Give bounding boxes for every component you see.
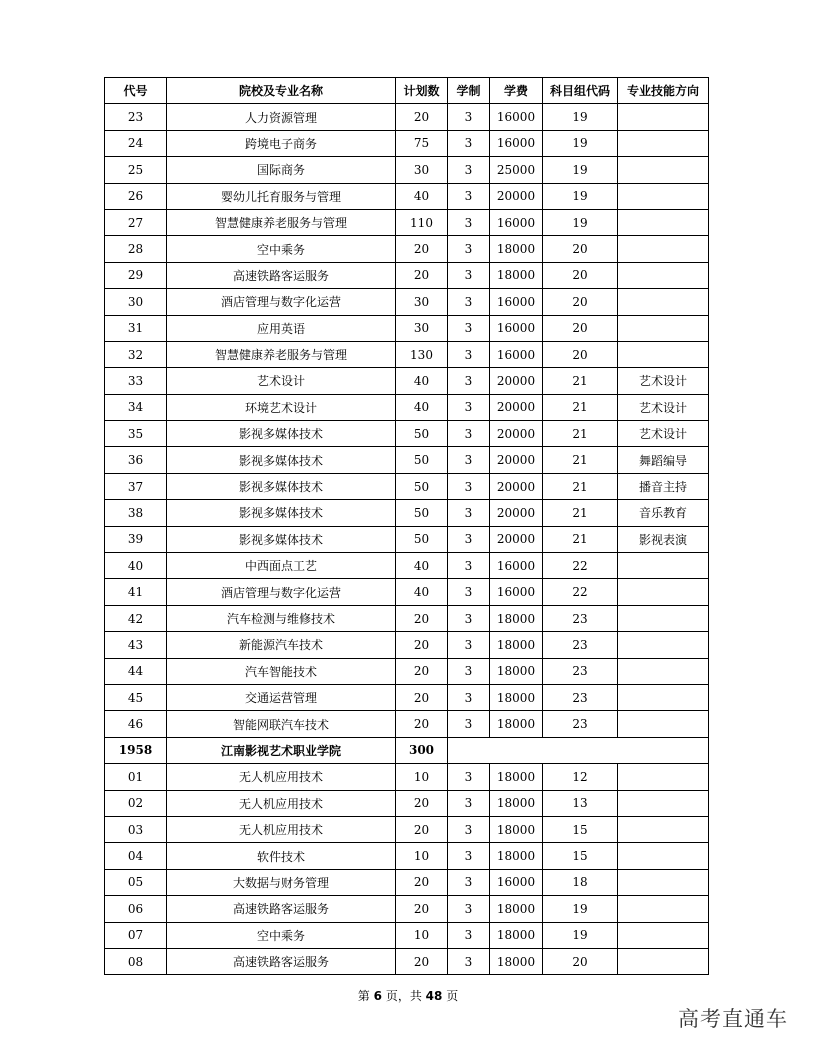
- cell-name: 高速铁路客运服务: [167, 262, 396, 288]
- cell-skill-direction: 舞蹈编导: [618, 447, 709, 473]
- cell-code: 01: [105, 764, 167, 790]
- cell-plan: 50: [396, 526, 448, 552]
- cell-code: 27: [105, 209, 167, 235]
- cell-skill-direction: [618, 183, 709, 209]
- cell-code: 24: [105, 130, 167, 156]
- table-row: [105, 421, 709, 447]
- cell-plan: 50: [396, 473, 448, 499]
- cell-plan: 110: [396, 209, 448, 235]
- cell-plan: 40: [396, 394, 448, 420]
- school-row-blank: [448, 737, 709, 763]
- table-row: [105, 473, 709, 499]
- cell-skill-direction: [618, 790, 709, 816]
- cell-tuition: 18000: [490, 658, 543, 684]
- cell-duration: 3: [448, 843, 490, 869]
- cell-plan: 40: [396, 579, 448, 605]
- cell-subject-group: 15: [543, 816, 618, 842]
- cell-code: 41: [105, 579, 167, 605]
- cell-tuition: 18000: [490, 605, 543, 631]
- cell-duration: 3: [448, 711, 490, 737]
- cell-code: 07: [105, 922, 167, 948]
- cell-duration: 3: [448, 605, 490, 631]
- cell-duration: 3: [448, 526, 490, 552]
- cell-code: 03: [105, 816, 167, 842]
- cell-duration: 3: [448, 896, 490, 922]
- cell-skill-direction: 艺术设计: [618, 394, 709, 420]
- cell-duration: 3: [448, 341, 490, 367]
- cell-name: 影视多媒体技术: [167, 447, 396, 473]
- table-row: [105, 896, 709, 922]
- cell-name: 酒店管理与数字化运营: [167, 579, 396, 605]
- cell-name: 智能网联汽车技术: [167, 711, 396, 737]
- cell-plan: 40: [396, 368, 448, 394]
- cell-tuition: 16000: [490, 209, 543, 235]
- header-skill-direction: 专业技能方向: [618, 78, 709, 104]
- cell-subject-group: 20: [543, 948, 618, 974]
- cell-plan: 10: [396, 764, 448, 790]
- cell-subject-group: 23: [543, 632, 618, 658]
- cell-plan: 20: [396, 711, 448, 737]
- cell-subject-group: 20: [543, 315, 618, 341]
- cell-skill-direction: [618, 605, 709, 631]
- cell-tuition: 18000: [490, 790, 543, 816]
- cell-skill-direction: 影视表演: [618, 526, 709, 552]
- cell-skill-direction: [618, 632, 709, 658]
- table-row: [105, 553, 709, 579]
- cell-skill-direction: 艺术设计: [618, 368, 709, 394]
- table-row: [105, 922, 709, 948]
- cell-subject-group: 20: [543, 341, 618, 367]
- cell-subject-group: 19: [543, 183, 618, 209]
- table-row: [105, 526, 709, 552]
- school-row: [105, 737, 709, 763]
- table-row: [105, 658, 709, 684]
- cell-tuition: 18000: [490, 843, 543, 869]
- footer-middle: 页，共: [385, 989, 422, 1003]
- cell-tuition: 18000: [490, 684, 543, 710]
- table-row: [105, 289, 709, 315]
- cell-tuition: 20000: [490, 500, 543, 526]
- cell-subject-group: 21: [543, 368, 618, 394]
- cell-code: 40: [105, 553, 167, 579]
- table-row: [105, 843, 709, 869]
- header-plan: 计划数: [396, 78, 448, 104]
- cell-code: 44: [105, 658, 167, 684]
- cell-code: 31: [105, 315, 167, 341]
- cell-duration: 3: [448, 922, 490, 948]
- cell-tuition: 16000: [490, 315, 543, 341]
- cell-duration: 3: [448, 500, 490, 526]
- admission-plan-table: [104, 77, 709, 975]
- cell-duration: 3: [448, 764, 490, 790]
- cell-plan: 20: [396, 104, 448, 130]
- table-row: [105, 209, 709, 235]
- cell-skill-direction: [618, 236, 709, 262]
- cell-skill-direction: [618, 922, 709, 948]
- cell-code: 04: [105, 843, 167, 869]
- cell-subject-group: 21: [543, 421, 618, 447]
- cell-name: 空中乘务: [167, 236, 396, 262]
- cell-code: 42: [105, 605, 167, 631]
- cell-subject-group: 19: [543, 104, 618, 130]
- table-row: [105, 684, 709, 710]
- cell-code: 26: [105, 183, 167, 209]
- cell-tuition: 18000: [490, 896, 543, 922]
- table-row: [105, 948, 709, 974]
- table-row: [105, 500, 709, 526]
- cell-skill-direction: 音乐教育: [618, 500, 709, 526]
- school-code: 1958: [105, 737, 167, 763]
- footer-suffix: 页: [446, 989, 459, 1003]
- cell-duration: 3: [448, 658, 490, 684]
- cell-duration: 3: [448, 209, 490, 235]
- cell-skill-direction: [618, 262, 709, 288]
- cell-code: 05: [105, 869, 167, 895]
- cell-name: 智慧健康养老服务与管理: [167, 209, 396, 235]
- cell-code: 08: [105, 948, 167, 974]
- cell-subject-group: 21: [543, 500, 618, 526]
- cell-duration: 3: [448, 447, 490, 473]
- table-row: [105, 764, 709, 790]
- cell-plan: 130: [396, 341, 448, 367]
- table-row: [105, 157, 709, 183]
- cell-tuition: 18000: [490, 236, 543, 262]
- cell-plan: 50: [396, 447, 448, 473]
- cell-subject-group: 21: [543, 526, 618, 552]
- cell-duration: 3: [448, 104, 490, 130]
- cell-plan: 20: [396, 684, 448, 710]
- header-duration: 学制: [448, 78, 490, 104]
- cell-code: 36: [105, 447, 167, 473]
- cell-code: 25: [105, 157, 167, 183]
- cell-subject-group: 12: [543, 764, 618, 790]
- cell-tuition: 18000: [490, 711, 543, 737]
- cell-name: 汽车检测与维修技术: [167, 605, 396, 631]
- cell-tuition: 18000: [490, 764, 543, 790]
- cell-tuition: 16000: [490, 104, 543, 130]
- table-row: [105, 183, 709, 209]
- cell-subject-group: 21: [543, 447, 618, 473]
- cell-subject-group: 13: [543, 790, 618, 816]
- cell-plan: 40: [396, 553, 448, 579]
- cell-code: 06: [105, 896, 167, 922]
- cell-name: 国际商务: [167, 157, 396, 183]
- cell-tuition: 20000: [490, 421, 543, 447]
- table-row: [105, 104, 709, 130]
- header-subject-group: 科目组代码: [543, 78, 618, 104]
- cell-code: 30: [105, 289, 167, 315]
- cell-tuition: 18000: [490, 632, 543, 658]
- cell-name: 酒店管理与数字化运营: [167, 289, 396, 315]
- cell-subject-group: 22: [543, 553, 618, 579]
- cell-skill-direction: [618, 816, 709, 842]
- cell-duration: 3: [448, 869, 490, 895]
- cell-plan: 20: [396, 262, 448, 288]
- cell-skill-direction: [618, 157, 709, 183]
- cell-tuition: 20000: [490, 447, 543, 473]
- cell-duration: 3: [448, 632, 490, 658]
- cell-duration: 3: [448, 289, 490, 315]
- cell-tuition: 20000: [490, 394, 543, 420]
- cell-subject-group: 23: [543, 711, 618, 737]
- school-name: 江南影视艺术职业学院: [167, 737, 396, 763]
- cell-code: 29: [105, 262, 167, 288]
- cell-plan: 20: [396, 236, 448, 262]
- table-row: [105, 711, 709, 737]
- cell-code: 37: [105, 473, 167, 499]
- cell-duration: 3: [448, 579, 490, 605]
- cell-subject-group: 20: [543, 289, 618, 315]
- cell-tuition: 18000: [490, 948, 543, 974]
- cell-code: 02: [105, 790, 167, 816]
- cell-name: 空中乘务: [167, 922, 396, 948]
- cell-skill-direction: [618, 948, 709, 974]
- cell-subject-group: 19: [543, 896, 618, 922]
- cell-tuition: 20000: [490, 368, 543, 394]
- cell-skill-direction: [618, 869, 709, 895]
- cell-plan: 30: [396, 289, 448, 315]
- cell-subject-group: 19: [543, 130, 618, 156]
- cell-tuition: 16000: [490, 130, 543, 156]
- table-row: [105, 605, 709, 631]
- table-row: [105, 394, 709, 420]
- cell-duration: 3: [448, 157, 490, 183]
- cell-plan: 20: [396, 790, 448, 816]
- cell-skill-direction: [618, 764, 709, 790]
- cell-plan: 75: [396, 130, 448, 156]
- cell-name: 大数据与财务管理: [167, 869, 396, 895]
- cell-skill-direction: [618, 843, 709, 869]
- cell-plan: 20: [396, 896, 448, 922]
- cell-name: 影视多媒体技术: [167, 500, 396, 526]
- cell-skill-direction: 艺术设计: [618, 421, 709, 447]
- cell-tuition: 16000: [490, 579, 543, 605]
- cell-code: 23: [105, 104, 167, 130]
- cell-duration: 3: [448, 315, 490, 341]
- cell-subject-group: 19: [543, 157, 618, 183]
- cell-skill-direction: [618, 104, 709, 130]
- cell-skill-direction: [618, 553, 709, 579]
- cell-subject-group: 21: [543, 473, 618, 499]
- table-row: [105, 447, 709, 473]
- table-row: [105, 632, 709, 658]
- watermark: 高考直通车: [678, 1007, 788, 1031]
- cell-skill-direction: [618, 315, 709, 341]
- cell-subject-group: 23: [543, 605, 618, 631]
- cell-name: 交通运营管理: [167, 684, 396, 710]
- cell-duration: 3: [448, 236, 490, 262]
- cell-skill-direction: [618, 658, 709, 684]
- cell-code: 43: [105, 632, 167, 658]
- cell-name: 艺术设计: [167, 368, 396, 394]
- cell-skill-direction: [618, 209, 709, 235]
- cell-plan: 40: [396, 183, 448, 209]
- cell-name: 汽车智能技术: [167, 658, 396, 684]
- cell-plan: 30: [396, 157, 448, 183]
- cell-code: 45: [105, 684, 167, 710]
- cell-tuition: 16000: [490, 869, 543, 895]
- cell-duration: 3: [448, 394, 490, 420]
- header-code: 代号: [105, 78, 167, 104]
- header-name: 院校及专业名称: [167, 78, 396, 104]
- cell-name: 高速铁路客运服务: [167, 896, 396, 922]
- cell-duration: 3: [448, 368, 490, 394]
- cell-subject-group: 20: [543, 236, 618, 262]
- table-row: [105, 262, 709, 288]
- cell-name: 跨境电子商务: [167, 130, 396, 156]
- cell-plan: 50: [396, 421, 448, 447]
- table-row: [105, 579, 709, 605]
- cell-subject-group: 18: [543, 869, 618, 895]
- header-row: [105, 78, 709, 104]
- cell-duration: 3: [448, 130, 490, 156]
- cell-tuition: 18000: [490, 816, 543, 842]
- table-row: [105, 236, 709, 262]
- table-row: [105, 130, 709, 156]
- table-row: [105, 869, 709, 895]
- cell-tuition: 16000: [490, 341, 543, 367]
- cell-skill-direction: [618, 130, 709, 156]
- cell-plan: 20: [396, 869, 448, 895]
- cell-subject-group: 23: [543, 658, 618, 684]
- cell-plan: 10: [396, 922, 448, 948]
- cell-name: 智慧健康养老服务与管理: [167, 341, 396, 367]
- header-tuition: 学费: [490, 78, 543, 104]
- cell-duration: 3: [448, 262, 490, 288]
- table-row: [105, 341, 709, 367]
- footer-total-pages: 48: [425, 989, 443, 1003]
- cell-duration: 3: [448, 553, 490, 579]
- cell-plan: 30: [396, 315, 448, 341]
- cell-name: 中西面点工艺: [167, 553, 396, 579]
- cell-duration: 3: [448, 790, 490, 816]
- cell-code: 39: [105, 526, 167, 552]
- cell-name: 影视多媒体技术: [167, 421, 396, 447]
- table-row: [105, 790, 709, 816]
- cell-name: 新能源汽车技术: [167, 632, 396, 658]
- cell-tuition: 20000: [490, 183, 543, 209]
- footer-prefix: 第: [357, 989, 370, 1003]
- cell-name: 高速铁路客运服务: [167, 948, 396, 974]
- cell-tuition: 18000: [490, 922, 543, 948]
- cell-tuition: 25000: [490, 157, 543, 183]
- cell-skill-direction: [618, 684, 709, 710]
- cell-duration: 3: [448, 421, 490, 447]
- cell-plan: 20: [396, 816, 448, 842]
- cell-tuition: 18000: [490, 262, 543, 288]
- cell-name: 影视多媒体技术: [167, 473, 396, 499]
- page-footer: [0, 987, 816, 1004]
- cell-plan: 10: [396, 843, 448, 869]
- cell-skill-direction: [618, 579, 709, 605]
- footer-page-number: 6: [373, 989, 382, 1003]
- cell-skill-direction: 播音主持: [618, 473, 709, 499]
- cell-plan: 20: [396, 658, 448, 684]
- cell-name: 人力资源管理: [167, 104, 396, 130]
- cell-plan: 50: [396, 500, 448, 526]
- cell-duration: 3: [448, 473, 490, 499]
- cell-name: 无人机应用技术: [167, 764, 396, 790]
- cell-tuition: 20000: [490, 473, 543, 499]
- cell-name: 婴幼儿托育服务与管理: [167, 183, 396, 209]
- cell-name: 无人机应用技术: [167, 816, 396, 842]
- cell-code: 46: [105, 711, 167, 737]
- cell-tuition: 20000: [490, 526, 543, 552]
- cell-plan: 20: [396, 605, 448, 631]
- cell-tuition: 16000: [490, 553, 543, 579]
- cell-tuition: 16000: [490, 289, 543, 315]
- cell-name: 环境艺术设计: [167, 394, 396, 420]
- cell-skill-direction: [618, 289, 709, 315]
- cell-code: 34: [105, 394, 167, 420]
- cell-skill-direction: [618, 341, 709, 367]
- cell-code: 35: [105, 421, 167, 447]
- cell-name: 无人机应用技术: [167, 790, 396, 816]
- cell-name: 应用英语: [167, 315, 396, 341]
- cell-duration: 3: [448, 948, 490, 974]
- cell-subject-group: 19: [543, 209, 618, 235]
- cell-subject-group: 15: [543, 843, 618, 869]
- cell-name: 软件技术: [167, 843, 396, 869]
- school-plan: 300: [396, 737, 448, 763]
- cell-code: 32: [105, 341, 167, 367]
- table-row: [105, 315, 709, 341]
- cell-duration: 3: [448, 183, 490, 209]
- cell-code: 33: [105, 368, 167, 394]
- table-row: [105, 368, 709, 394]
- cell-skill-direction: [618, 896, 709, 922]
- cell-duration: 3: [448, 684, 490, 710]
- cell-skill-direction: [618, 711, 709, 737]
- cell-name: 影视多媒体技术: [167, 526, 396, 552]
- cell-subject-group: 19: [543, 922, 618, 948]
- cell-subject-group: 20: [543, 262, 618, 288]
- cell-plan: 20: [396, 632, 448, 658]
- cell-subject-group: 22: [543, 579, 618, 605]
- cell-code: 38: [105, 500, 167, 526]
- cell-subject-group: 23: [543, 684, 618, 710]
- table-row: [105, 816, 709, 842]
- cell-duration: 3: [448, 816, 490, 842]
- cell-subject-group: 21: [543, 394, 618, 420]
- cell-code: 28: [105, 236, 167, 262]
- cell-plan: 20: [396, 948, 448, 974]
